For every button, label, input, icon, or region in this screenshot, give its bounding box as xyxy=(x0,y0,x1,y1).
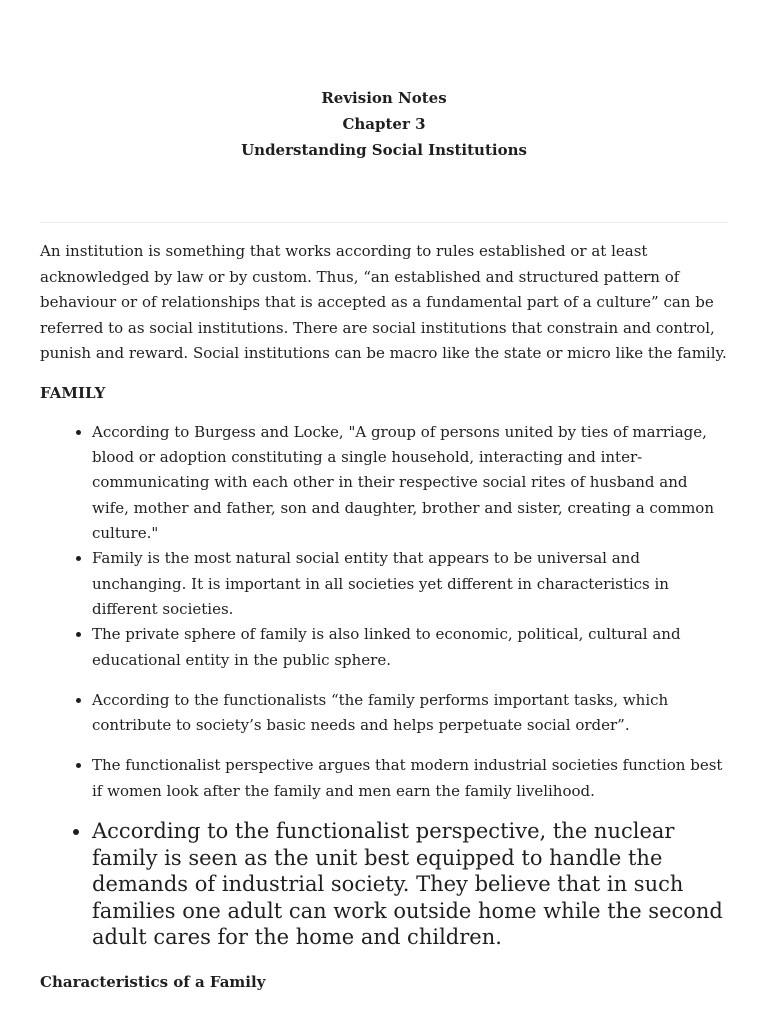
list-item: • The private sphere of family is also linked to economic, political, cultural and educational entity in the public sphere. xyxy=(92,622,728,673)
list-item: • According to the functionalists “the family performs important tasks, which contribute to society’s basic needs and helps perpetuate social order”. xyxy=(92,688,728,739)
header-divider xyxy=(40,222,728,223)
list-item: • Family is the most natural social entity that appears to be universal and unchanging. It is important in all societies yet different in characteristics in different societies. xyxy=(92,546,728,622)
family-heading: FAMILY xyxy=(40,383,106,402)
header-subject: Understanding Social Institutions xyxy=(241,140,527,159)
document-header xyxy=(40,0,728,163)
list-item: • The functionalist perspective argues that modern industrial societies function best if women look after the family and men earn the family livelihood. xyxy=(92,753,728,804)
family-bullet-list xyxy=(40,420,728,951)
header-chapter: Chapter 3 xyxy=(342,114,426,133)
intro-paragraph: An institution is something that works according to rules established or at least acknowledged by law or by custom. Thus, “an established and structured pattern of behaviour or of relationships that is accepted as a fundamental part of a culture” can be referred to as social institutions. There are social institutions that constrain and control, punish and reward. Social institutions can be macro like the state or micro like the family. xyxy=(40,242,727,363)
header-title: Revision Notes xyxy=(321,89,447,107)
characteristics-heading: Characteristics of a Family xyxy=(40,973,266,992)
list-item: • According to Burgess and Locke, "A group of persons united by ties of marriage, blood or adoption constituting a single household, interacting and inter-communicating with each other in their respective social rites of husband and wife, mother and father, son and daughter, brother and sister, creating a common culture." xyxy=(92,420,728,546)
list-item: • According to the functionalist perspective, the nuclear family is seen as the unit best equipped to handle the demands of industrial society. They believe that in such families one adult can work outside home while the second adult cares for the home and children. xyxy=(92,818,728,951)
